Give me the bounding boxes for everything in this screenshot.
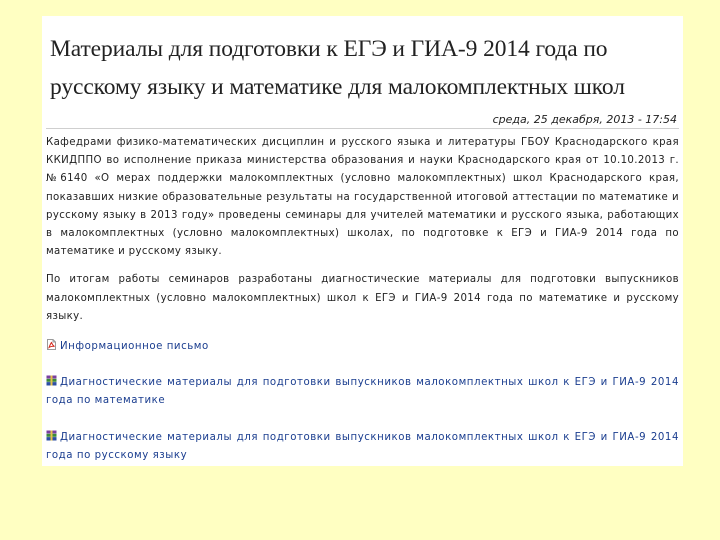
intro-paragraph: Кафедрами физико-математических дисциплин и русского языка и литературы ГБОУ Краснодарского края ККИДППО во исполнение приказа министерства образования и науки Краснодарского края от 10.10.2013 г. №6140 «О мерах поддержки малокомплектных (условно малокомплектных) школ Краснодарского края, показавших низкие образовательные результаты на государственной итоговой аттестации по математике и русскому языку в 2013 году» проведены семинары для учителей математики и русского языка, работающих в малокомплектных (условно малокомплектных) школах, по подготовке к ЕГЭ и ГИА-9 2014 года по математике и русскому языку. [46,137,679,258]
results-paragraph: По итогам работы семинаров разработаны диагностические материалы для подготовки выпускников малокомплектных (условно малокомплектных) школ к ЕГЭ и ГИА-9 2014 года по математике и русскому языку. [46,274,679,322]
article-panel [42,16,683,466]
post-date: среда, 25 декабря, 2013 - 17:54 [46,113,679,129]
attachment-link-russian-materials[interactable] [46,429,679,465]
attachment-label: Диагностические материалы для подготовки выпускников малокомплектных школ к ЕГЭ и ГИА-9 2014 года по математике [46,377,679,407]
attachment-label: Информационное письмо [60,341,209,353]
article-title: Материалы для подготовки к ЕГЭ и ГИА-9 2014 года по русскому языку и математике для малокомплектных школ [50,36,625,100]
archive-icon [46,430,57,441]
attachment-label: Диагностические материалы для подготовки выпускников малокомплектных школ к ЕГЭ и ГИА-9 2014 года по русскому языку [46,431,679,461]
archive-icon [46,375,57,386]
attachment-link-info-letter[interactable] [46,338,679,356]
pdf-icon [46,339,57,350]
attachment-link-math-materials[interactable] [46,374,679,410]
